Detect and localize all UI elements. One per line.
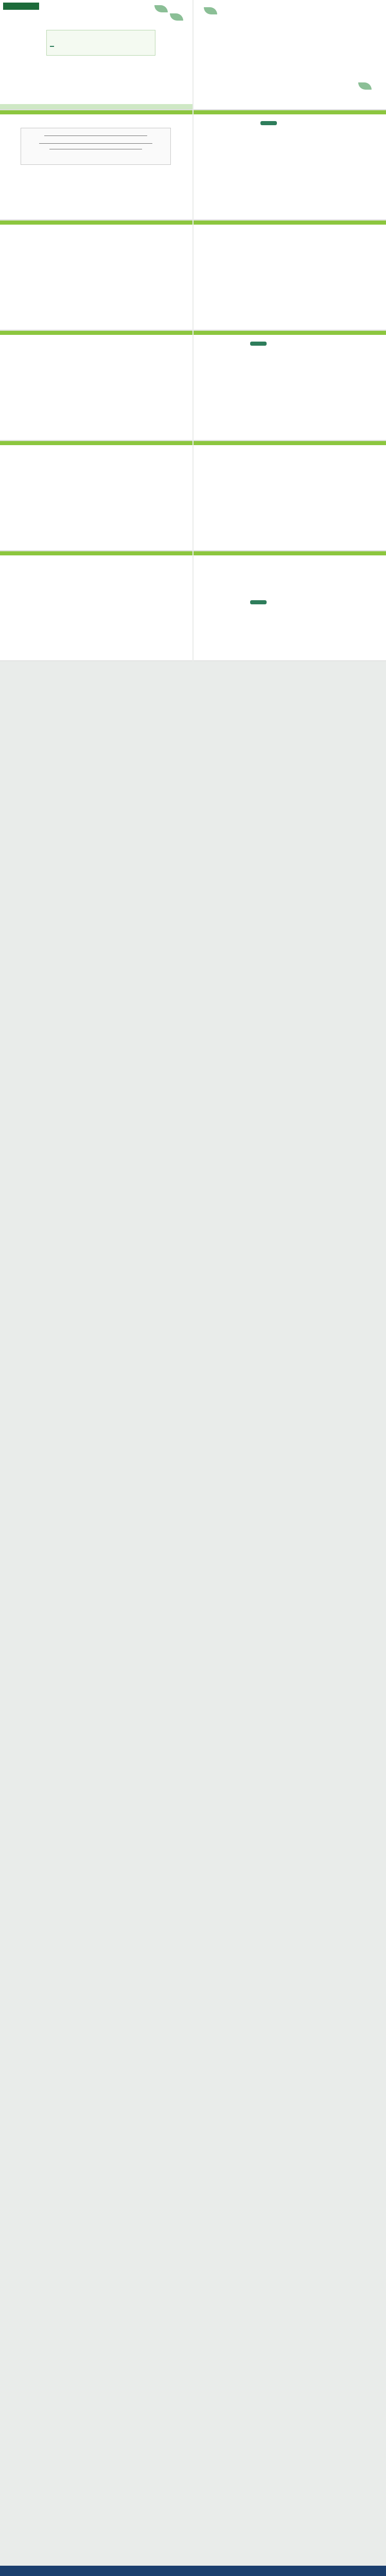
top-bar	[194, 551, 386, 555]
usage-list	[5, 569, 187, 573]
top-bar	[0, 441, 192, 445]
slide-fill-right[interactable]	[194, 331, 386, 440]
slide-fill[interactable]	[0, 331, 192, 440]
slide-usage[interactable]	[0, 551, 192, 661]
section-banner	[260, 121, 277, 125]
top-bar	[0, 551, 192, 555]
top-bar	[0, 331, 192, 335]
slide-usage-right[interactable]	[194, 551, 386, 661]
banner-wrap	[250, 339, 267, 348]
toc-slide[interactable]	[194, 0, 386, 110]
top-bar	[194, 221, 386, 225]
top-bar	[194, 441, 386, 445]
footer	[0, 2566, 386, 2576]
slide-extend-right[interactable]	[194, 441, 386, 551]
publisher-logo	[3, 3, 39, 10]
top-bar	[194, 110, 386, 114]
section-banner	[250, 600, 267, 604]
fill-list	[5, 348, 108, 351]
unit-label	[50, 46, 54, 47]
title-box	[46, 30, 155, 56]
slide-history-right[interactable]	[194, 221, 386, 330]
cover-strip	[0, 104, 192, 109]
top-bar	[0, 221, 192, 225]
cover-slide[interactable]	[0, 0, 192, 110]
section-banner	[250, 342, 267, 346]
top-bar	[194, 331, 386, 335]
slide-topic-right[interactable]	[194, 110, 386, 220]
section-banner-wrap	[260, 118, 277, 128]
leaf-icon	[358, 82, 372, 90]
slide-extend[interactable]	[0, 441, 192, 551]
toc-list	[250, 32, 332, 38]
slide-history[interactable]	[0, 221, 192, 330]
leaf-icon	[154, 5, 168, 12]
mind-map	[21, 128, 171, 165]
leaf-icon	[204, 7, 217, 14]
slide-topic-map[interactable]	[0, 110, 192, 220]
banner-wrap	[250, 598, 267, 607]
top-bar	[0, 110, 192, 114]
leaf-icon	[170, 13, 183, 21]
